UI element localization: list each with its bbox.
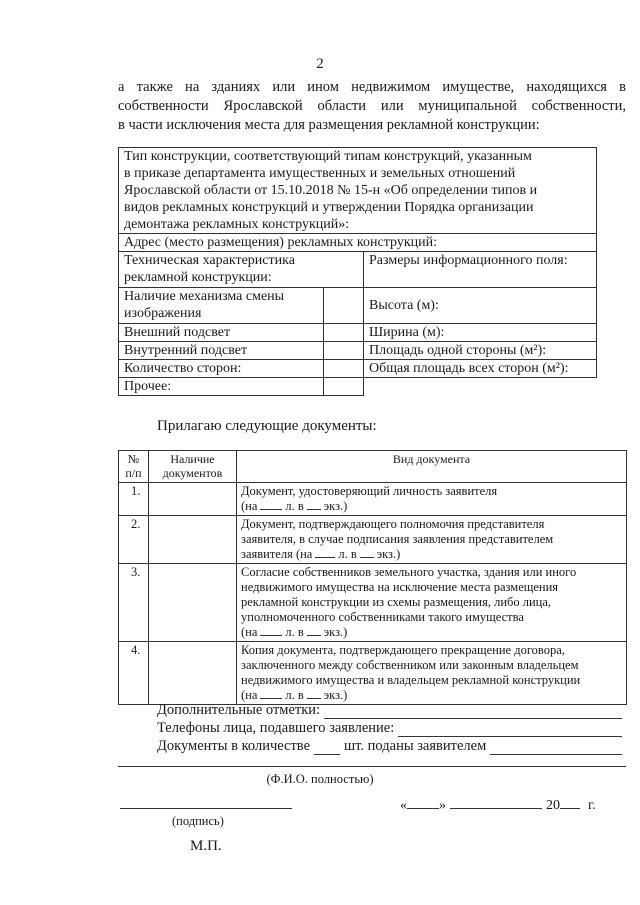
internal-light-cell: Внутренний подсвет — [119, 342, 324, 360]
additional-notes-row: Дополнительные отметки: — [157, 701, 622, 719]
total-area-cell: Общая площадь всех сторон (м²): — [364, 360, 597, 378]
table-row: 4. Копия документа, подтверждающего прекращение договора, заключенного между собственником или законным владельцем недвижимого имущества и владельцем рекламной конструкции (на л. в экз.) — [119, 642, 627, 705]
signature-label: (подпись) — [172, 814, 224, 828]
table-row: 3. Согласие собственников земельного участка, здания или иного недвижимого имущества на исключение места размещения рекламной конструкции из схемы размещения, либо лица, уполномоченного собственниками такого имущества (на л. в экз.) — [119, 564, 627, 642]
documents-table — [118, 450, 627, 705]
date-month-line[interactable] — [450, 796, 542, 809]
header-num: № п/п — [119, 451, 149, 483]
mechanism-cell: Наличие механизма смены изображения — [119, 288, 324, 324]
header-kind: Вид документа — [237, 451, 627, 483]
table-row: 2. Документ, подтверждающего полномочия представителя заявителя, в случае подписания заявления представителем заявителя (на л. в экз.) — [119, 516, 627, 564]
header-presence: Наличие документов — [149, 451, 237, 483]
mechanism-value — [324, 288, 364, 324]
kind-cell: Копия документа, подтверждающего прекращение договора, заключенного между собственником или законным владельцем недвижимого имущества и владельцем рекламной конструкции (на л. в экз.) — [237, 642, 627, 705]
date-field: « » 20 г. — [400, 798, 596, 813]
docs-count-row: Документы в количестве шт. поданы заявителем — [157, 737, 622, 755]
address-cell: Адрес (место размещения) рекламных конструкций: — [119, 234, 597, 252]
kind-cell: Документ, подтверждающего полномочия представителя заявителя, в случае подписания заявления представителем заявителя (на л. в экз.) — [237, 516, 627, 564]
sides-count-value — [324, 360, 364, 378]
table-row: 1. Документ, удостоверяющий личность заявителя (на л. в экз.) — [119, 483, 627, 516]
date-year-line[interactable] — [560, 796, 580, 809]
attach-label: Прилагаю следующие документы: — [157, 418, 377, 434]
internal-light-value — [324, 342, 364, 360]
intro-line-1: а также на зданиях или ином недвижимом имуществе, находящихся в — [118, 79, 626, 95]
stamp-label: М.П. — [190, 838, 222, 854]
size-header-cell: Размеры информационного поля: — [364, 252, 597, 288]
external-light-cell: Внешний подсвет — [119, 324, 324, 342]
intro-line-2: собственности Ярославской области или муниципальной собственности, — [118, 98, 626, 114]
phones-line[interactable] — [398, 723, 622, 737]
sides-count-cell: Количество сторон: — [119, 360, 324, 378]
page-number: 2 — [316, 56, 324, 72]
intro-line-3: в части исключения места для размещения рекламной конструкции: — [118, 117, 540, 133]
other-right — [364, 378, 597, 396]
presence-cell — [149, 516, 237, 564]
construction-type-cell: Тип конструкции, соответствующий типам конструкций, указанным в приказе департамента имущественных и земельных отношений Ярославской области от 15.10.2018 № 15-н «Об определении типов и видов рекламных конструкций и утверждении Порядка организации демонтажа рекламных конструкций»: — [119, 148, 597, 234]
fio-label: (Ф.И.О. полностью) — [266, 772, 374, 786]
side-area-cell: Площадь одной стороны (м²): — [364, 342, 597, 360]
construction-table — [118, 147, 597, 396]
presence-cell — [149, 564, 237, 642]
presence-cell — [149, 483, 237, 516]
presence-cell — [149, 642, 237, 705]
other-value — [324, 378, 364, 396]
tech-header-cell: Техническая характеристика рекламной конструкции: — [119, 252, 364, 288]
signature-line[interactable] — [120, 808, 292, 809]
phones-row: Телефоны лица, подавшего заявление: — [157, 719, 622, 737]
kind-cell: Документ, удостоверяющий личность заявителя (на л. в экз.) — [237, 483, 627, 516]
kind-cell: Согласие собственников земельного участка, здания или иного недвижимого имущества на исключение места размещения рекламной конструкции из схемы размещения, либо лица, уполномоченного собственниками такого имущества (на л. в экз.) — [237, 564, 627, 642]
notes-block — [157, 701, 622, 755]
intro-paragraph — [118, 78, 626, 135]
docs-count-line[interactable] — [314, 742, 340, 755]
date-day-line[interactable] — [407, 796, 439, 809]
other-cell: Прочее: — [119, 378, 324, 396]
fio-line[interactable] — [118, 766, 626, 767]
additional-notes-line[interactable] — [324, 705, 622, 719]
external-light-value — [324, 324, 364, 342]
height-cell: Высота (м): — [364, 288, 597, 324]
docs-submitter-line[interactable] — [490, 741, 622, 755]
width-cell: Ширина (м): — [364, 324, 597, 342]
